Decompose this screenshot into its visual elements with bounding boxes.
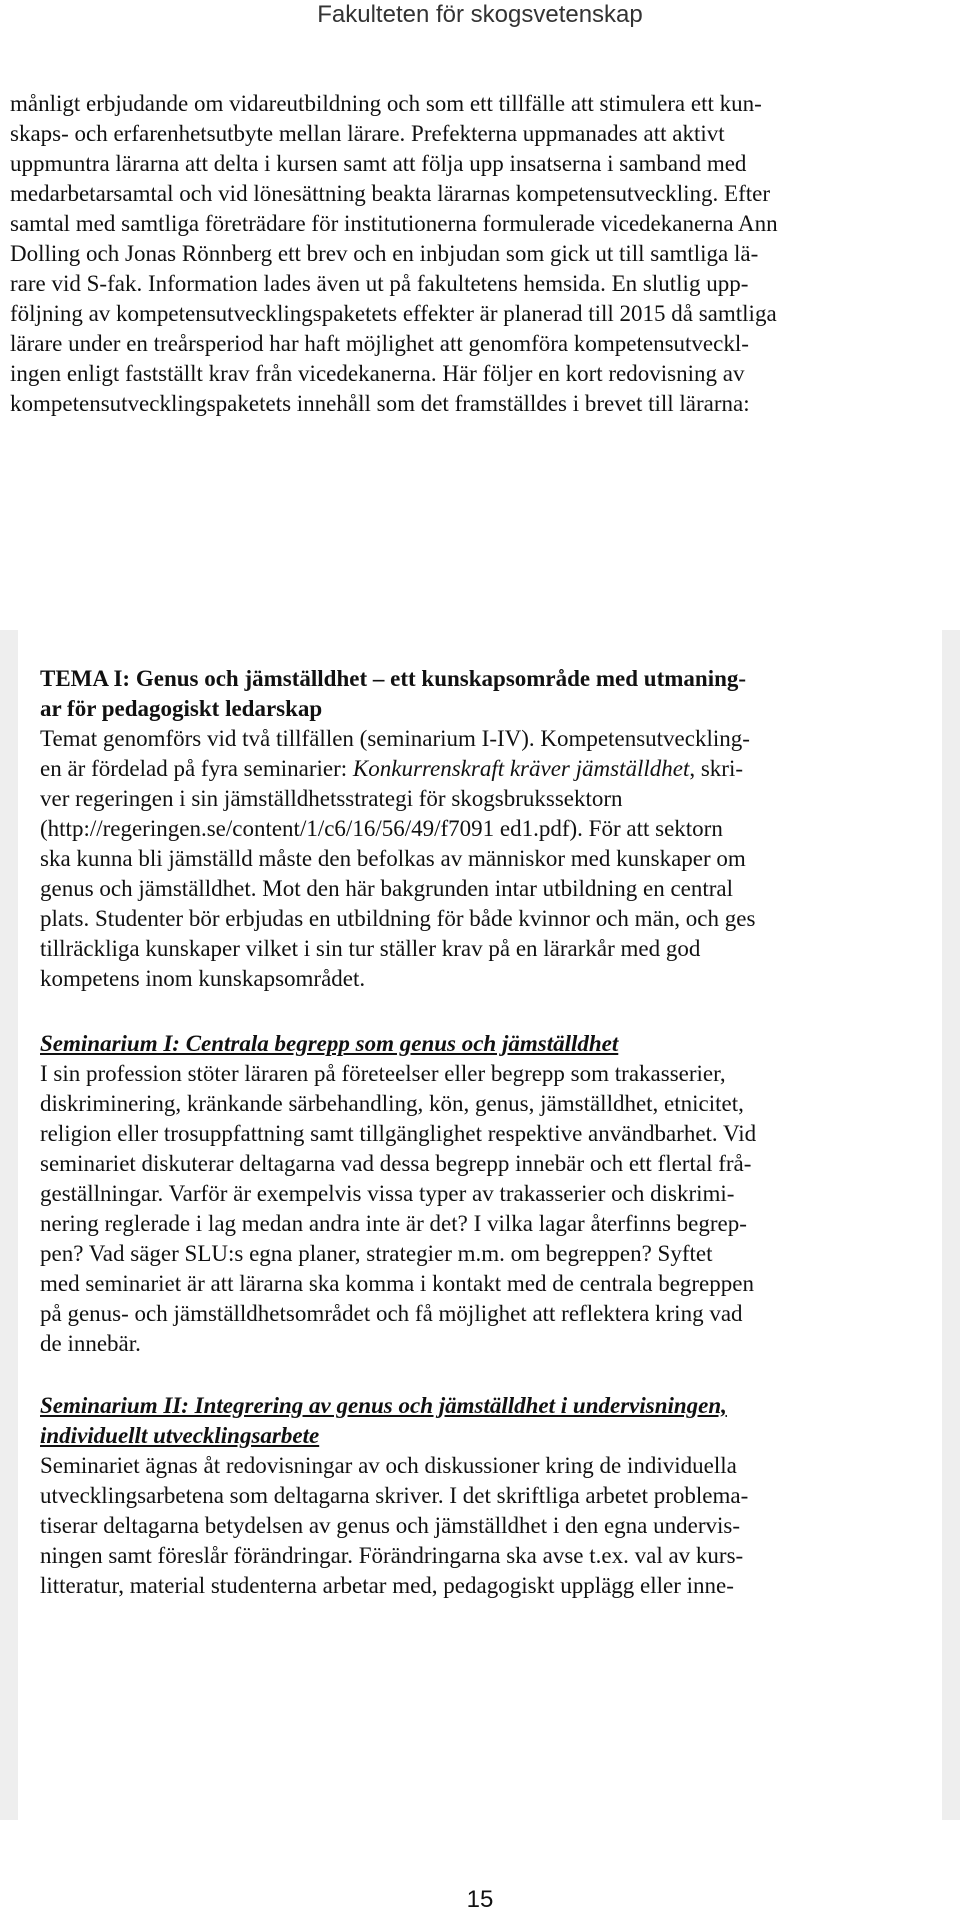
text-line: tiserar deltagarna betydelsen av genus och jämställdhet i den egna undervis- xyxy=(40,1513,740,1538)
text-line: diskriminering, kränkande särbehandling, kön, genus, jämställdhet, etnicitet, xyxy=(40,1091,744,1116)
text-line: pen? Vad säger SLU:s egna planer, strategier m.m. om begreppen? Syftet xyxy=(40,1241,713,1266)
text-line: skaps- och erfarenhetsutbyte mellan lärare. Prefekterna uppmanades att aktivt xyxy=(10,121,725,146)
text-line: seminariet diskuterar deltagarna vad dessa begrepp innebär och ett flertal frå- xyxy=(40,1151,752,1176)
text-line: ver regeringen i sin jämställdhetsstrategi för skogsbrukssektorn xyxy=(40,786,623,811)
text-line: följning av kompetensutvecklingspaketets effekter är planerad till 2015 då samtliga xyxy=(10,301,777,326)
text-segment: en är fördelad på fyra seminarier: xyxy=(40,756,353,781)
text-line: de innebär. xyxy=(40,1331,141,1356)
tema-heading: ar för pedagogiskt ledarskap xyxy=(40,696,323,721)
text-line: medarbetarsamtal och vid lönesättning beakta lärarnas kompetensutveckling. Efter xyxy=(10,181,770,206)
text-line: Dolling och Jonas Rönnberg ett brev och en inbjudan som gick ut till samtliga lä- xyxy=(10,241,759,266)
text-segment: , skri- xyxy=(689,756,744,781)
text-line: kompetensutvecklingspaketets innehåll som det framställdes i brevet till lärarna: xyxy=(10,391,750,416)
text-line: Temat genomförs vid två tillfällen (seminarium I-IV). Kompetensutveckling- xyxy=(40,726,750,751)
text-line: religion eller trosuppfattning samt tillgänglighet respektive användbarhet. Vid xyxy=(40,1121,757,1146)
text-line: ningen samt föreslår förändringar. Förändringarna ska avse t.ex. val av kurs- xyxy=(40,1543,744,1568)
text-line: I sin profession stöter läraren på företeelser eller begrepp som trakasserier, xyxy=(40,1061,726,1086)
text-line: nering reglerade i lag medan andra inte är det? I vilka lagar återfinns begrep- xyxy=(40,1211,747,1236)
text-line: tillräckliga kunskaper vilket i sin tur ställer krav på en lärarkår med god xyxy=(40,936,701,961)
seminar-1-heading: Seminarium I: Centrala begrepp som genus och jämställdhet xyxy=(40,1031,619,1056)
text-line: plats. Studenter bör erbjudas en utbildning för både kvinnor och män, och ges xyxy=(40,906,756,931)
seminar-2-heading: individuellt utvecklingsarbete xyxy=(40,1423,320,1448)
text-line: geställningar. Varför är exempelvis vissa typer av trakasserier och diskrimi- xyxy=(40,1181,735,1206)
running-header: Fakulteten för skogsvetenskap xyxy=(317,1,643,28)
text-line: uppmuntra lärarna att delta i kursen samt att följa upp insatserna i samband med xyxy=(10,151,747,176)
text-line: utvecklingsarbetena som deltagarna skriver. I det skriftliga arbetet problema- xyxy=(40,1483,749,1508)
text-line: (http://regeringen.se/content/1/c6/16/56/49/f7091 ed1.pdf). För att sektorn xyxy=(40,816,723,841)
text-line: lärare under en treårsperiod har haft möjlighet att genomföra kompetensutveckl- xyxy=(10,331,749,356)
text-line: rare vid S-fak. Information lades även ut på fakultetens hemsida. En slutlig upp- xyxy=(10,271,749,296)
text-line: ingen enligt fastställt krav från vicedekanerna. Här följer en kort redovisning av xyxy=(10,361,745,386)
text-line: månligt erbjudande om vidareutbildning och som ett tillfälle att stimulera ett kun- xyxy=(10,91,762,116)
text-line: med seminariet är att lärarna ska komma i kontakt med de centrala begreppen xyxy=(40,1271,754,1296)
page-number: 15 xyxy=(466,1886,494,1913)
text-line: ska kunna bli jämställd måste den befolkas av människor med kunskaper om xyxy=(40,846,746,871)
strategy-title: Konkurrenskraft kräver jämställdhet xyxy=(352,756,690,781)
text-line: genus och jämställdhet. Mot den här bakgrunden intar utbildning en central xyxy=(40,876,734,901)
course-description-box xyxy=(0,630,960,1820)
text-line: litteratur, material studenterna arbetar med, pedagogiskt upplägg eller inne- xyxy=(40,1573,734,1598)
text-line: samtal med samtliga företrädare för institutionerna formulerade vicedekanerna Ann xyxy=(10,211,778,236)
text-line: kompetens inom kunskapsområdet. xyxy=(40,966,366,991)
text-line xyxy=(40,755,743,783)
text-line: på genus- och jämställdhetsområdet och få möjlighet att reflektera kring vad xyxy=(40,1301,743,1326)
seminar-2-heading: Seminarium II: Integrering av genus och jämställdhet i undervisningen, xyxy=(40,1393,727,1418)
text-line: Seminariet ägnas åt redovisningar av och diskussioner kring de individuella xyxy=(40,1453,737,1478)
tema-heading: TEMA I: Genus och jämställdhet – ett kunskapsområde med utmaning- xyxy=(40,666,747,691)
